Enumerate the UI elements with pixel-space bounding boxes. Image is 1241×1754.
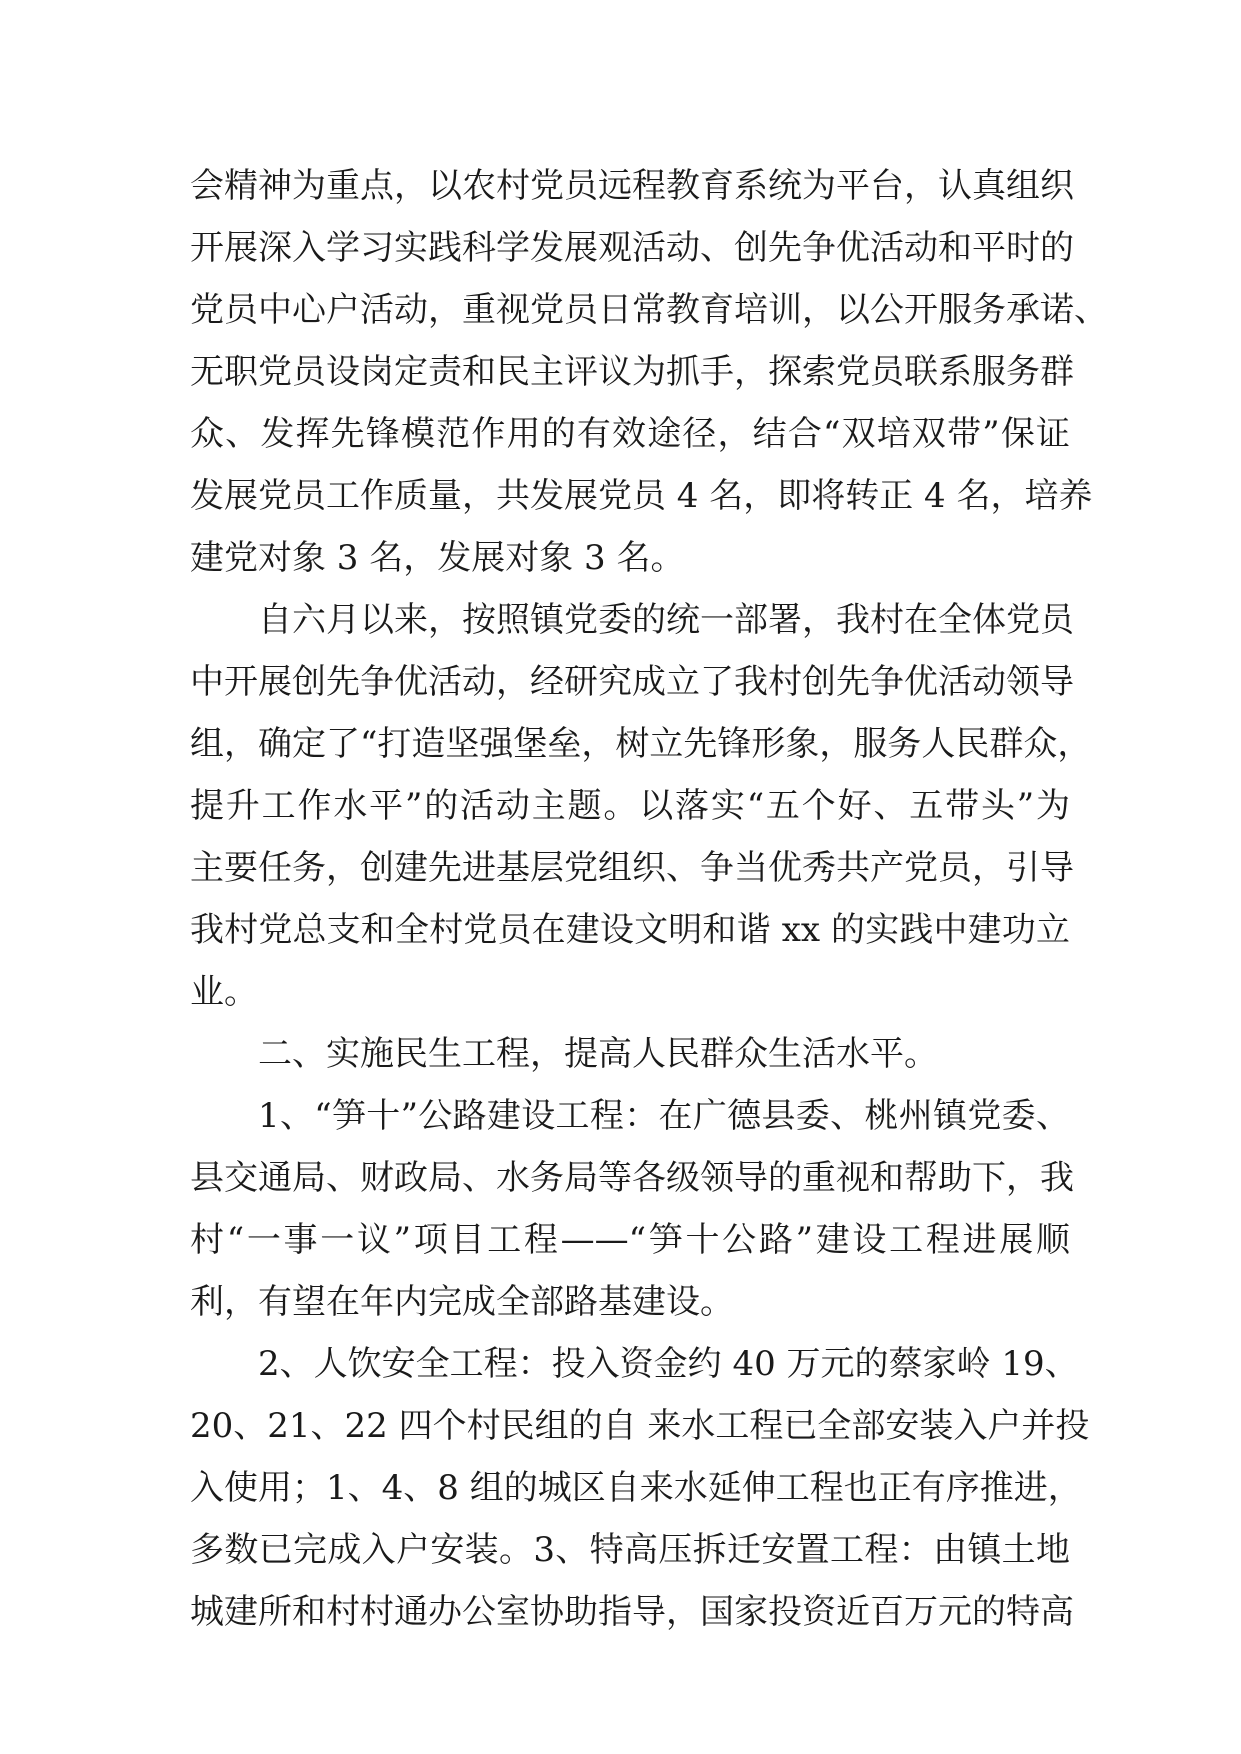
text-line: 主要任务，创建先进基层党组织、争当优秀共产党员，引导	[190, 848, 1074, 888]
text-line: 1、“笋十”公路建设工程：在广德县委、桃州镇党委、	[258, 1096, 1070, 1136]
text-line: 利，有望在年内完成全部路基建设。	[190, 1282, 734, 1322]
text-line: 组，确定了“打造坚强堡垒，树立先锋形象，服务人民群众，	[190, 724, 1092, 764]
text-line: 业。	[190, 972, 258, 1012]
text-line: 开展深入学习实践科学发展观活动、创先争优活动和平时的	[190, 228, 1074, 268]
text-line: 自六月以来，按照镇党委的统一部署，我村在全体党员	[258, 600, 1074, 640]
text-line: 无职党员设岗定责和民主评议为抓手，探索党员联系服务群	[190, 352, 1074, 392]
text-line: 建党对象 3 名，发展对象 3 名。	[190, 538, 685, 578]
text-line: 众、发挥先锋模范作用的有效途径，结合“双培双带”保证	[190, 414, 1070, 454]
text-line: 党员中心户活动，重视党员日常教育培训，以公开服务承诺、	[190, 290, 1108, 330]
text-line: 20、21、22 四个村民组的自 来水工程已全部安装入户并投	[190, 1406, 1090, 1446]
text-line: 我村党总支和全村党员在建设文明和谐 xx 的实践中建功立	[190, 910, 1070, 950]
text-line: 二、实施民生工程，提高人民群众生活水平。	[258, 1034, 938, 1074]
text-line: 县交通局、财政局、水务局等各级领导的重视和帮助下，我	[190, 1158, 1074, 1198]
text-line: 提升工作水平”的活动主题。以落实“五个好、五带头”为	[190, 786, 1070, 826]
text-line: 村“一事一议”项目工程——“笋十公路”建设工程进展顺	[190, 1220, 1070, 1260]
text-line: 多数已完成入户安装。3、特高压拆迁安置工程：由镇土地	[190, 1530, 1070, 1570]
text-line: 中开展创先争优活动，经研究成立了我村创先争优活动领导	[190, 662, 1074, 702]
body-text	[190, 155, 1108, 1643]
text-line: 入使用；1、4、8 组的城区自来水延伸工程也正有序推进，	[190, 1468, 1082, 1508]
text-line: 2、人饮安全工程：投入资金约 40 万元的蔡家岭 19、	[258, 1344, 1079, 1384]
text-line: 发展党员工作质量，共发展党员 4 名，即将转正 4 名，培养	[190, 476, 1093, 516]
text-line: 会精神为重点，以农村党员远程教育系统为平台，认真组织	[190, 166, 1074, 206]
text-line: 城建所和村村通办公室协助指导，国家投资近百万元的特高	[190, 1592, 1074, 1632]
